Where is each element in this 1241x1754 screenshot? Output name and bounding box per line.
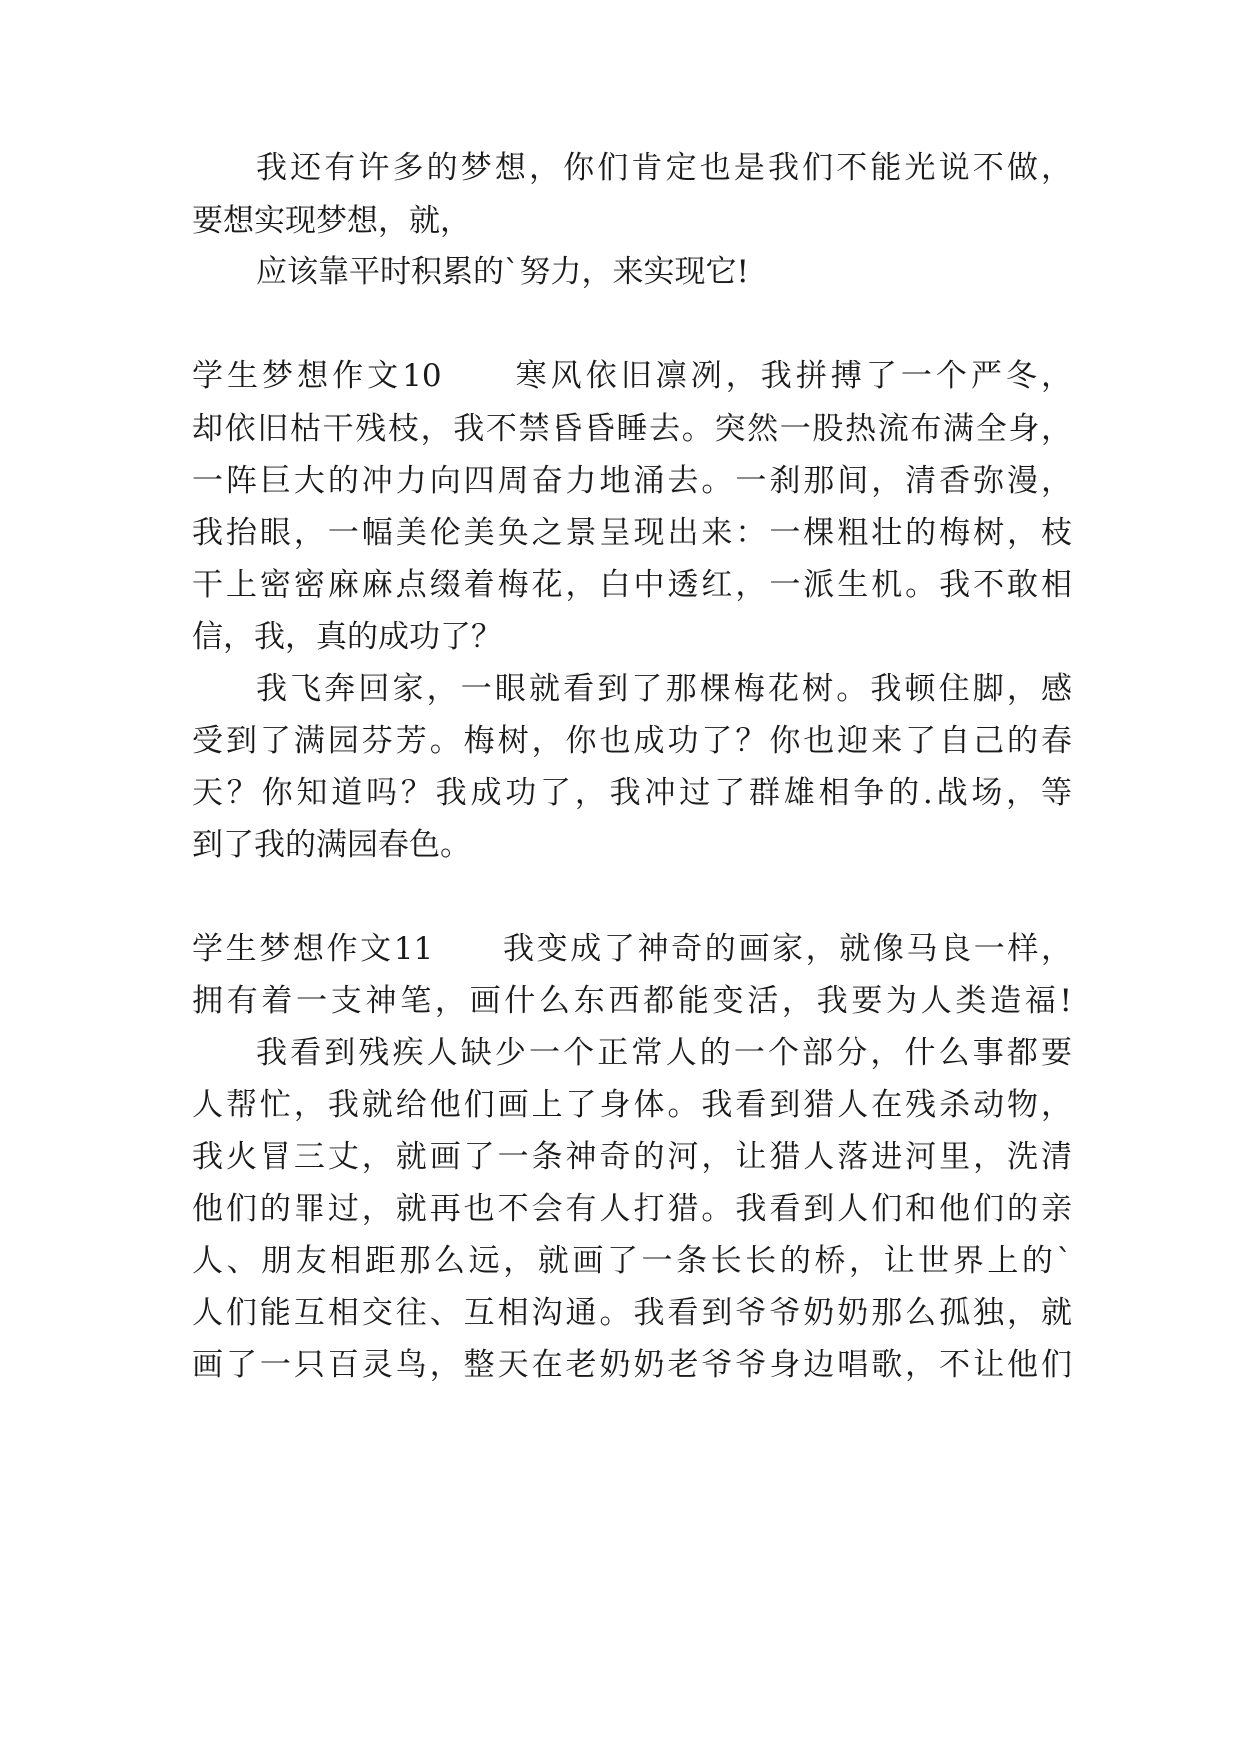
paragraph-line: 天？你知道吗？我成功了，我冲过了群雄相争的.战场，等 xyxy=(192,775,1072,811)
paragraph-line: 应该靠平时积累的`努力，来实现它! xyxy=(256,254,749,290)
paragraph-line: 拥有着一支神笔，画什么东西都能变活，我要为人类造福! xyxy=(192,983,1072,1019)
paragraph-line: 要想实现梦想，就， xyxy=(192,203,471,239)
paragraph-line: 人帮忙，我就给他们画上了身体。我看到猎人在残杀动物， xyxy=(192,1087,1072,1123)
paragraph-line: 人们能互相交往、互相沟通。我看到爷爷奶奶那么孤独，就 xyxy=(192,1295,1072,1331)
paragraph-line: 一阵巨大的冲力向四周奋力地涌去。一刹那间，清香弥漫， xyxy=(192,463,1072,499)
paragraph-line: 我还有许多的梦想，你们肯定也是我们不能光说不做， xyxy=(256,150,1072,186)
paragraph-line: 我抬眼，一幅美伦美奂之景呈现出来：一棵粗壮的梅树，枝 xyxy=(192,515,1072,551)
paragraph-line: 受到了满园芬芳。梅树，你也成功了？你也迎来了自己的春 xyxy=(192,723,1072,759)
paragraph-line: 我火冒三丈，就画了一条神奇的河，让猎人落进河里，洗清 xyxy=(192,1139,1072,1175)
paragraph-line: 他们的罪过，就再也不会有人打猎。我看到人们和他们的亲 xyxy=(192,1191,1072,1227)
essay-heading-line: 学生梦想作文10 寒风依旧凛冽，我拼搏了一个严冬， xyxy=(192,358,1072,394)
paragraph-line: 信，我，真的成功了？ xyxy=(192,619,502,655)
paragraph-line: 干上密密麻麻点缀着梅花，白中透红，一派生机。我不敢相 xyxy=(192,567,1072,603)
paragraph-line: 却依旧枯干残枝，我不禁昏昏睡去。突然一股热流布满全身， xyxy=(192,411,1072,447)
paragraph-line: 到了我的满园春色。 xyxy=(192,827,471,863)
paragraph-line: 画了一只百灵鸟，整天在老奶奶老爷爷身边唱歌，不让他们 xyxy=(192,1347,1072,1383)
essay-heading-line: 学生梦想作文11 我变成了神奇的画家，就像马良一样， xyxy=(192,931,1072,967)
paragraph-line: 我看到残疾人缺少一个正常人的一个部分，什么事都要 xyxy=(256,1035,1072,1071)
paragraph-line: 人、朋友相距那么远，就画了一条长长的桥，让世界上的` xyxy=(192,1243,1072,1279)
paragraph-line: 我飞奔回家，一眼就看到了那棵梅花树。我顿住脚，感 xyxy=(256,671,1072,707)
